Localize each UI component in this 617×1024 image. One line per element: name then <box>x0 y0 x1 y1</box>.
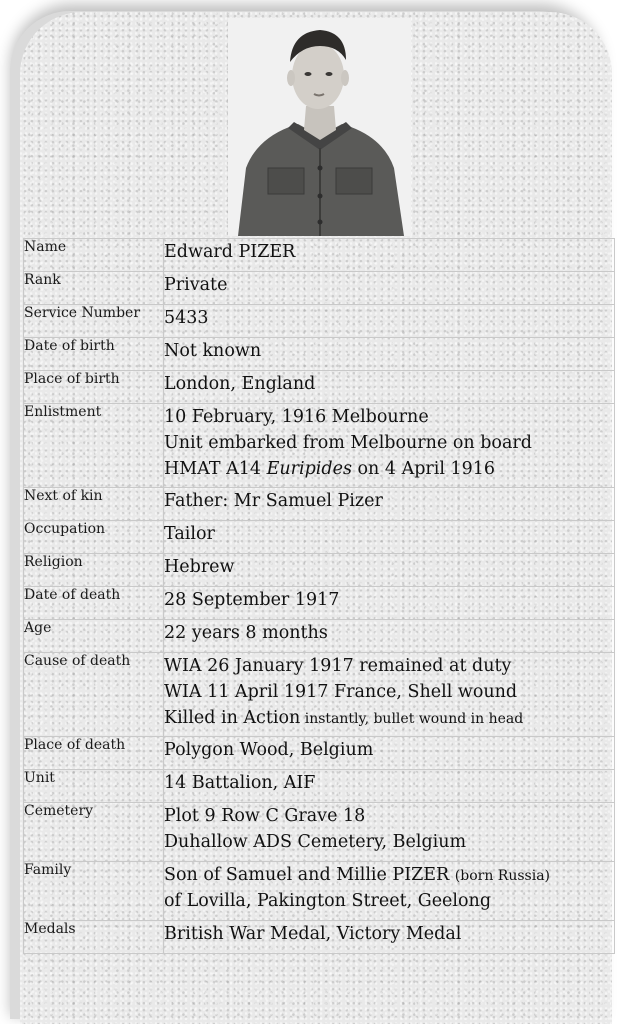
enlistment-ship-suffix: on 4 April 1916 <box>351 459 496 479</box>
label-age: Age <box>24 620 164 653</box>
label-unit: Unit <box>24 770 164 803</box>
family-line-2: of Lovilla, Pakington Street, Geelong <box>164 891 492 911</box>
value-rank: Private <box>164 272 615 305</box>
label-service-number: Service Number <box>24 305 164 338</box>
value-medals: British War Medal, Victory Medal <box>164 921 615 954</box>
row-enlistment <box>24 404 615 488</box>
value-age: 22 years 8 months <box>164 620 615 653</box>
enlistment-line-1: 10 February, 1916 Melbourne <box>164 407 429 427</box>
cause-line-3 <box>164 705 614 731</box>
row-unit <box>24 770 615 803</box>
value-cause-of-death <box>164 653 615 737</box>
family-origin: (born Russia) <box>454 868 551 884</box>
row-religion <box>24 554 615 587</box>
enlistment-ship-prefix: HMAT A14 <box>164 459 267 479</box>
cause-line-1: WIA 26 January 1917 remained at duty <box>164 656 512 676</box>
row-date-of-death <box>24 587 615 620</box>
value-unit: 14 Battalion, AIF <box>164 770 615 803</box>
label-rank: Rank <box>24 272 164 305</box>
row-family <box>24 862 615 921</box>
label-date-of-birth: Date of birth <box>24 338 164 371</box>
label-date-of-death: Date of death <box>24 587 164 620</box>
row-occupation <box>24 521 615 554</box>
label-family: Family <box>24 862 164 921</box>
enlistment-line-2: Unit embarked from Melbourne on board <box>164 433 532 453</box>
row-name <box>24 239 615 272</box>
value-next-of-kin: Father: Mr Samuel Pizer <box>164 488 615 521</box>
label-religion: Religion <box>24 554 164 587</box>
value-religion: Hebrew <box>164 554 615 587</box>
label-enlistment: Enlistment <box>24 404 164 488</box>
cause-kia: Killed in Action <box>164 708 301 728</box>
row-service-number <box>24 305 615 338</box>
value-service-number: 5433 <box>164 305 615 338</box>
label-cemetery: Cemetery <box>24 803 164 862</box>
value-cemetery <box>164 803 615 862</box>
row-next-of-kin <box>24 488 615 521</box>
soldier-portrait <box>228 18 411 236</box>
value-date-of-death: 28 September 1917 <box>164 587 615 620</box>
label-next-of-kin: Next of kin <box>24 488 164 521</box>
row-place-of-birth <box>24 371 615 404</box>
cemetery-line-2: Duhallow ADS Cemetery, Belgium <box>164 832 467 852</box>
row-medals <box>24 921 615 954</box>
row-rank <box>24 272 615 305</box>
value-name: Edward PIZER <box>164 239 615 272</box>
label-name: Name <box>24 239 164 272</box>
label-place-of-death: Place of death <box>24 737 164 770</box>
cause-detail: instantly, bullet wound in head <box>300 711 524 727</box>
row-age <box>24 620 615 653</box>
enlistment-ship-name: Euripides <box>266 459 352 479</box>
row-place-of-death <box>24 737 615 770</box>
value-date-of-birth: Not known <box>164 338 615 371</box>
value-place-of-death: Polygon Wood, Belgium <box>164 737 615 770</box>
value-enlistment <box>164 404 615 488</box>
label-medals: Medals <box>24 921 164 954</box>
cause-line-2: WIA 11 April 1917 France, Shell wound <box>164 682 518 702</box>
row-cemetery <box>24 803 615 862</box>
value-family <box>164 862 615 921</box>
value-occupation: Tailor <box>164 521 615 554</box>
soldier-portrait-image <box>228 18 411 236</box>
cemetery-line-1: Plot 9 Row C Grave 18 <box>164 806 366 826</box>
family-line-1 <box>164 862 614 888</box>
label-place-of-birth: Place of birth <box>24 371 164 404</box>
family-parents: Son of Samuel and Millie PIZER <box>164 865 455 885</box>
service-record-table <box>23 238 615 954</box>
enlistment-line-3 <box>164 456 614 482</box>
label-occupation: Occupation <box>24 521 164 554</box>
value-place-of-birth: London, England <box>164 371 615 404</box>
row-cause-of-death <box>24 653 615 737</box>
row-date-of-birth <box>24 338 615 371</box>
label-cause-of-death: Cause of death <box>24 653 164 737</box>
